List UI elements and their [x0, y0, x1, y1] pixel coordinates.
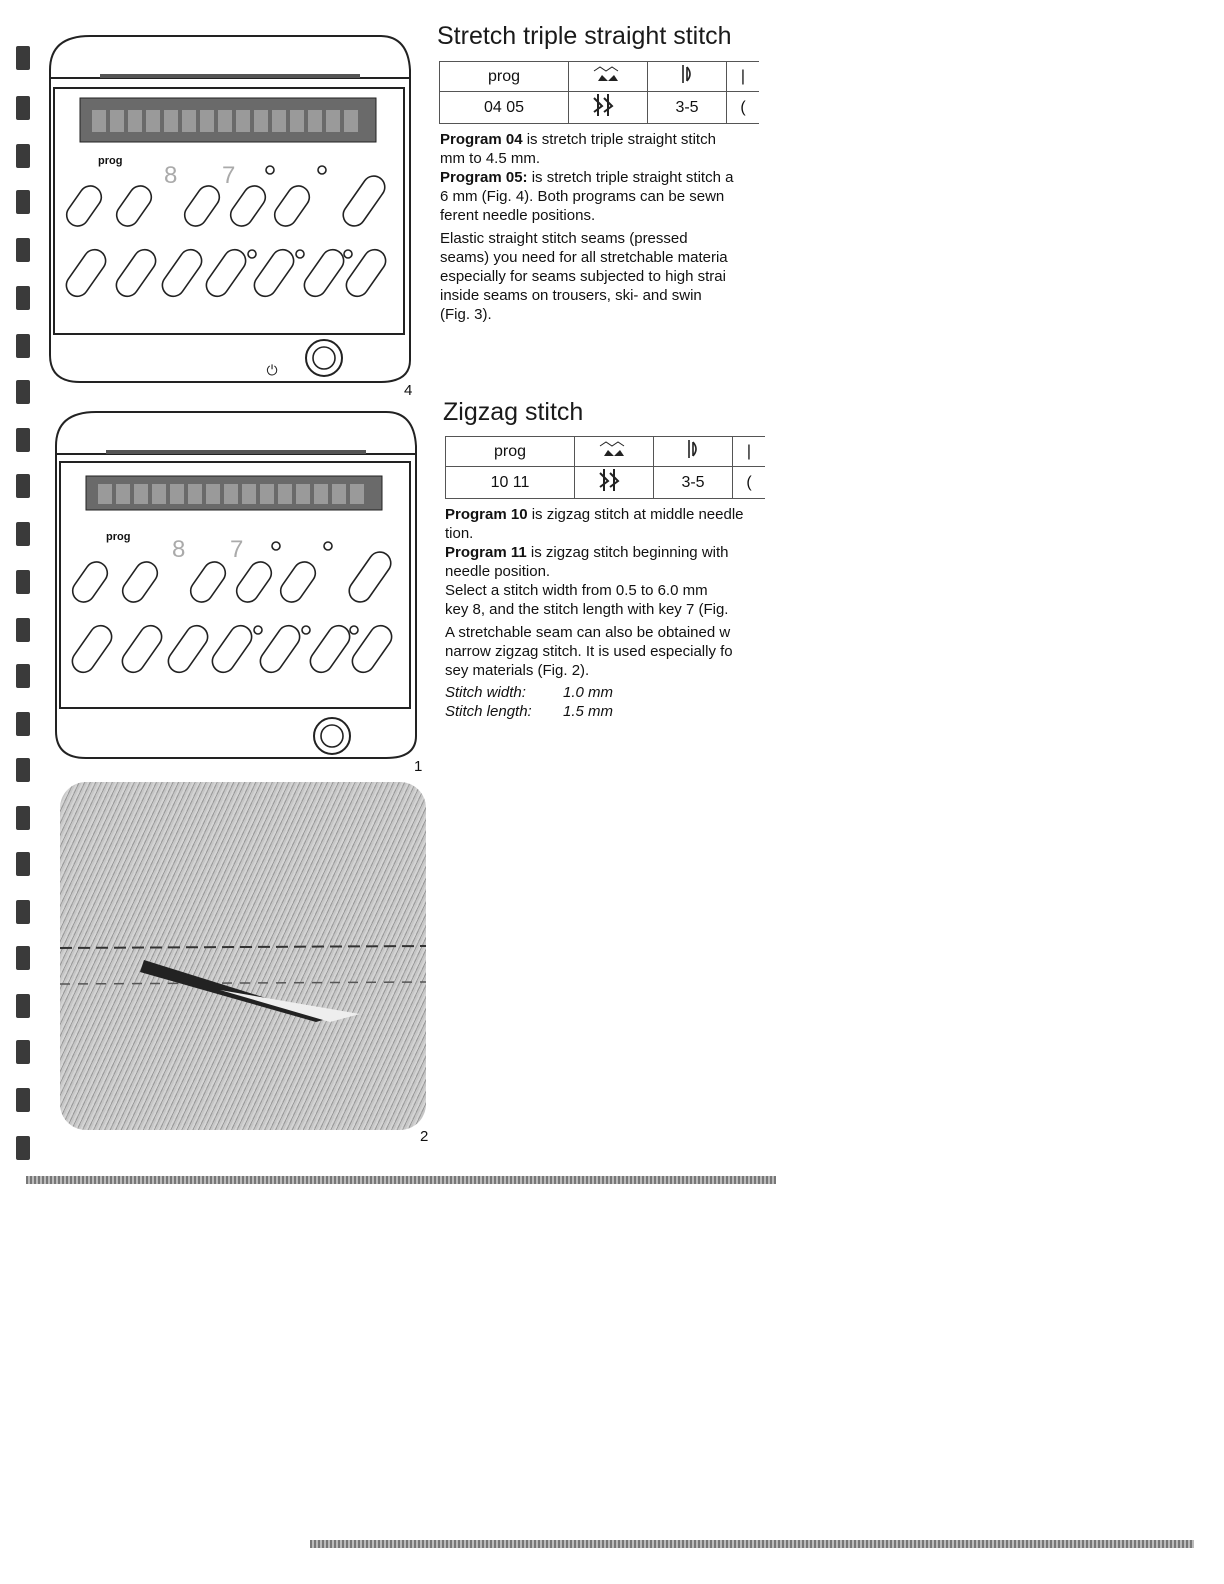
width-icon-2: [575, 437, 654, 467]
section-2-body: [445, 505, 767, 721]
presser-foot-icon: [648, 62, 727, 92]
key-8-label-1: 8: [172, 536, 186, 563]
s2-line-9: sey materials (Fig. 2).: [445, 662, 590, 679]
s2-line-6: key 8, and the stitch length with key 7 (Fig.: [445, 601, 729, 618]
panel-outline-1: [46, 406, 426, 766]
key-7-label-1: 7: [230, 536, 244, 563]
s1-line-2: mm to 4.5 mm.: [440, 150, 541, 167]
tension-value-2: 3-5: [654, 467, 733, 499]
s2-line-2: tion.: [445, 525, 474, 542]
next-page-rule: [310, 1540, 1194, 1548]
column-4-header: |: [727, 62, 760, 92]
figure-number-1: 1: [414, 758, 423, 775]
prog-label: prog: [98, 155, 123, 167]
s1-line-7: seams) you need for all stretchable materia: [440, 249, 728, 266]
s1-line-8: especially for seams subjected to high strai: [440, 268, 726, 285]
key-7-label: 7: [222, 162, 236, 189]
s1-line-5: ferent needle positions.: [440, 207, 596, 224]
figure-number-2: 2: [420, 1128, 429, 1145]
s2-line-8: narrow zigzag stitch. It is used especially fo: [445, 643, 733, 660]
fabric-photo: [60, 782, 426, 1130]
column-4-value-2: (: [733, 467, 766, 499]
panel-outline-4: [40, 30, 420, 390]
page-bottom-rule: [26, 1176, 776, 1184]
prog-header-2: prog: [446, 437, 575, 467]
s1-line-1: Program 04 is stretch triple straight stitch: [440, 131, 716, 148]
tension-value: 3-5: [648, 92, 727, 124]
section-1-body: [440, 130, 762, 324]
column-4-value: (: [727, 92, 760, 124]
width-icon: [569, 62, 648, 92]
setting-stitch-width: Stitch width: 1.0 mm: [445, 684, 614, 701]
section-title-zigzag: Zigzag stitch: [443, 398, 584, 426]
s1-line-9: inside seams on trousers, ski- and swin: [440, 287, 702, 304]
setting-stitch-length: Stitch length: 1.5 mm: [445, 703, 614, 720]
stitch-table-1: [439, 61, 759, 124]
prog-header: prog: [440, 62, 569, 92]
stitch-table-2: [445, 436, 765, 499]
stitch-symbol-icon-2: [575, 467, 654, 499]
key-8-label: 8: [164, 162, 178, 189]
s1-line-3: Program 05: is stretch triple straight stitch a: [440, 169, 734, 186]
prog-label-1: prog: [106, 531, 131, 543]
s2-line-3: Program 11 is zigzag stitch beginning with: [445, 544, 729, 561]
column-4-header-2: |: [733, 437, 766, 467]
s2-line-1: Program 10 is zigzag stitch at middle needle: [445, 506, 744, 523]
s2-line-5: Select a stitch width from 0.5 to 6.0 mm: [445, 582, 708, 599]
s2-line-7: A stretchable seam can also be obtained w: [445, 624, 731, 641]
stitch-symbol-icon: [569, 92, 648, 124]
seam-illustration: [60, 782, 426, 1130]
s1-line-10: (Fig. 3).: [440, 306, 492, 323]
power-icon: ⏻: [266, 362, 278, 378]
prog-values-2: 10 11: [446, 467, 575, 499]
section-title-stretch: Stretch triple straight stitch: [437, 22, 732, 50]
figure-number-4: 4: [404, 382, 413, 399]
prog-values: 04 05: [440, 92, 569, 124]
s2-line-4: needle position.: [445, 563, 551, 580]
s1-line-4: 6 mm (Fig. 4). Both programs can be sewn: [440, 188, 725, 205]
s1-line-6: Elastic straight stitch seams (pressed: [440, 230, 688, 247]
presser-foot-icon-2: [654, 437, 733, 467]
